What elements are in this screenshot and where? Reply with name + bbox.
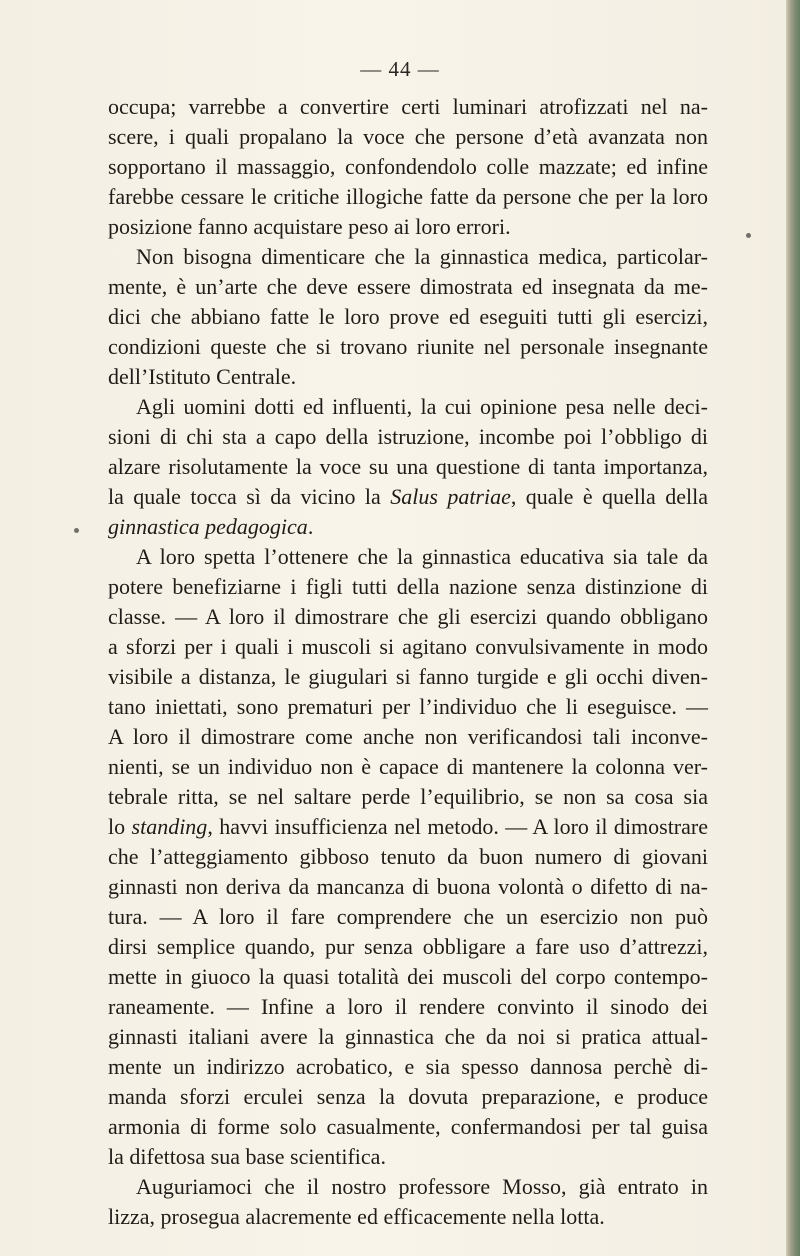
text-segment: , havvi insufficienza nel metodo. — A loro il dimostrare — [207, 814, 708, 839]
text-line: A loro il dimostrare come anche non verificandosi tali inconve- — [108, 724, 708, 749]
text-line: manda sforzi erculei senza la dovuta preparazione, e produce — [108, 1084, 708, 1109]
text-line: classe. — A loro il dimostrare che gli esercizi quando obbligano — [108, 604, 708, 629]
text-line: dici che abbiano fatte le loro prove ed eseguiti tutti gli esercizi, — [108, 304, 708, 329]
text-line: lizza, prosegua alacremente ed efficacemente nella lotta. — [108, 1204, 605, 1229]
text-line: posizione fanno acquistare peso ai loro errori. — [108, 214, 511, 239]
italic-term-ginnastica-pedagogica: ginnastica pedagogica — [108, 514, 308, 539]
text-line: potere benefiziarne i figli tutti della nazione senza distinzione di — [108, 574, 708, 599]
text-line: visibile a distanza, le giugulari si fanno turgide e gli occhi diven- — [108, 664, 708, 689]
text-line: Non bisogna dimenticare che la ginnastica medica, particolar- — [136, 244, 708, 269]
text-line — [108, 482, 708, 512]
text-line: dirsi semplice quando, pur senza obbligare a fare uso d’attrezzi, — [108, 934, 708, 959]
text-segment: la quale tocca sì da vicino la — [108, 484, 391, 509]
text-line: occupa; varrebbe a convertire certi luminari atrofizzati nel na- — [108, 94, 708, 119]
text-line: Auguriamoci che il nostro professore Mosso, già entrato in — [136, 1174, 708, 1199]
text-line: dell’Istituto Centrale. — [108, 364, 297, 389]
text-line: mente, è un’arte che deve essere dimostrata ed insegnata da me- — [108, 274, 708, 299]
text-line: ginnasti italiani avere la ginnastica che da noi si pratica attual- — [108, 1024, 708, 1049]
text-line: alzare risolutamente la voce su una questione di tanta importanza, — [108, 454, 708, 479]
text-line — [108, 812, 708, 842]
text-line: mente un indirizzo acrobatico, e sia spesso dannosa perchè di- — [108, 1054, 708, 1079]
text-line: raneamente. — Infine a loro il rendere convinto il sinodo dei — [108, 994, 708, 1019]
body-text — [108, 92, 708, 1232]
text-line: a sforzi per i quali i muscoli si agitano convulsivamente in modo — [108, 634, 708, 659]
text-line: tano iniettati, sono prematuri per l’individuo che li eseguisce. — — [108, 694, 708, 719]
text-line: farebbe cessare le critiche illogiche fatte da persone che per la loro — [108, 184, 708, 209]
text-segment: . — [307, 514, 314, 539]
text-line: tura. — A loro il fare comprendere che un esercizio non può — [108, 904, 708, 929]
page-number: — 44 — — [360, 57, 440, 81]
text-line: A loro spetta l’ottenere che la ginnastica educativa sia tale da — [136, 544, 708, 569]
text-line — [108, 512, 708, 542]
text-line: sopportano il massaggio, confondendolo colle mazzate; ed infine — [108, 154, 708, 179]
text-line: nienti, se un individuo non è capace di mantenere la colonna ver- — [108, 754, 708, 779]
text-segment: , quale è quella della — [510, 484, 708, 509]
text-line: che l’atteggiamento gibboso tenuto da buon numero di giovani — [108, 844, 708, 869]
text-line: Agli uomini dotti ed influenti, la cui opinione pesa nelle deci- — [136, 394, 708, 419]
page-edge-shadow — [786, 0, 800, 1256]
italic-term-salus-patriae: Salus patriae — [390, 484, 511, 509]
text-line: scere, i quali propalano la voce che persone d’età avanzata non — [108, 124, 708, 149]
text-line: ginnasti non deriva da mancanza di buona volontà o difetto di na- — [108, 874, 708, 899]
text-line: tebrale ritta, se nel saltare perde l’equilibrio, se non sa cosa sia — [108, 784, 708, 809]
text-line: sioni di chi sta a capo della istruzione, incombe poi l’obbligo di — [108, 424, 708, 449]
text-line: armonia di forme solo casualmente, confermandosi per tal guisa — [108, 1114, 708, 1139]
text-line: la difettosa sua base scientifica. — [108, 1144, 386, 1169]
italic-term-standing: standing — [131, 814, 208, 839]
print-speck — [746, 233, 751, 238]
print-speck — [74, 528, 79, 533]
text-line: condizioni queste che si trovano riunite nel personale insegnante — [108, 334, 708, 359]
text-line: mette in giuoco la quasi totalità dei muscoli del corpo contempo- — [108, 964, 708, 989]
text-segment: lo — [108, 814, 132, 839]
